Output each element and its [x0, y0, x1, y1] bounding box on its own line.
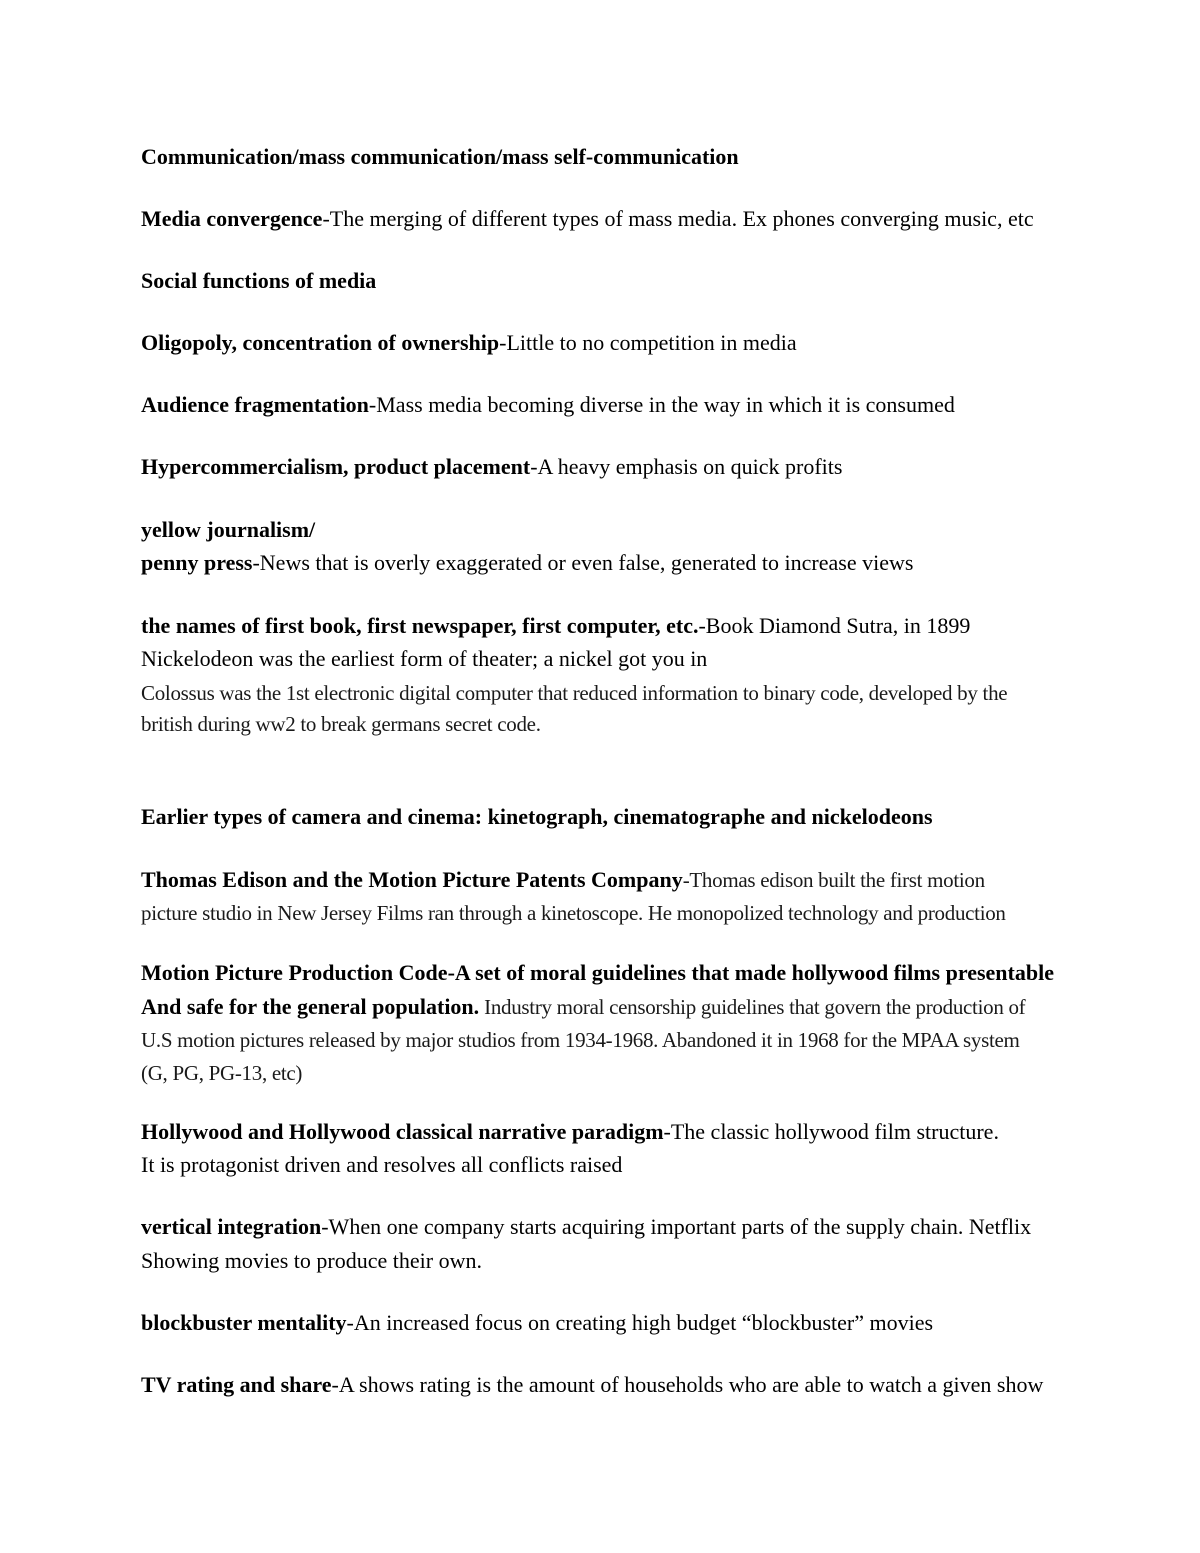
- term-media-convergence: [141, 206, 1034, 232]
- production-code-line-2: And safe for the general population. Industry moral censorship guidelines that govern the production of: [141, 994, 1026, 1019]
- term-blockbuster-mentality: [141, 1310, 933, 1336]
- term-label: Social functions of media: [141, 268, 377, 293]
- term-label: TV rating and share: [141, 1372, 332, 1397]
- term-penny-press: [141, 550, 913, 576]
- term-label: blockbuster mentality: [141, 1310, 347, 1335]
- term-communication: [141, 144, 739, 170]
- term-definition: -The merging of different types of mass media. Ex phones converging music, etc: [322, 206, 1034, 231]
- term-label: Hollywood and Hollywood classical narrative paradigm: [141, 1119, 664, 1144]
- term-definition: -A heavy emphasis on quick profits: [530, 454, 843, 479]
- term-label: Communication/mass communication/mass self-communication: [141, 144, 739, 169]
- term-definition: -A shows rating is the amount of households who are able to watch a given show: [331, 1372, 1044, 1397]
- term-oligopoly: [141, 330, 797, 356]
- production-code-line-3: U.S motion pictures released by major studios from 1934-1968. Abandoned it in 1968 for the MPAA system: [141, 1028, 1020, 1052]
- vertical-integration-line-cont: Showing movies to produce their own.: [141, 1248, 482, 1273]
- term-audience-fragmentation: [141, 392, 955, 418]
- term-definition: -Thomas edison built the first motion: [682, 868, 985, 892]
- term-label: Earlier types of camera and cinema: kinetograph, cinematographe and nickelodeons: [141, 804, 933, 829]
- term-label: penny press: [141, 550, 253, 575]
- term-definition: -Little to no competition in media: [499, 330, 797, 355]
- term-social-functions: [141, 268, 376, 294]
- term-label: Oligopoly, concentration of ownership: [141, 330, 500, 355]
- firsts-colossus-line: Colossus was the 1st electronic digital computer that reduced information to binary code, developed by the: [141, 681, 1008, 705]
- term-definition: -Book Diamond Sutra, in 1899: [698, 613, 971, 638]
- term-yellow-journalism: [141, 517, 315, 543]
- term-label: Motion Picture Production Code: [141, 960, 448, 985]
- term-label: Audience fragmentation: [141, 392, 369, 417]
- hollywood-line-cont: It is protagonist driven and resolves all conflicts raised: [141, 1152, 623, 1177]
- term-hollywood-paradigm: [141, 1119, 999, 1145]
- term-thomas-edison: [141, 867, 985, 893]
- term-label: Thomas Edison and the Motion Picture Patents Company: [141, 867, 683, 892]
- term-vertical-integration: [141, 1214, 1031, 1240]
- term-label: the names of first book, first newspaper, first computer, etc.: [141, 613, 699, 638]
- firsts-colossus-line-cont: british during ww2 to break germans secret code.: [141, 712, 541, 736]
- term-definition: -An increased focus on creating high budget “blockbuster” movies: [346, 1310, 934, 1335]
- term-definition: -When one company starts acquiring important parts of the supply chain. Netflix: [321, 1214, 1032, 1239]
- term-label: Hypercommercialism, product placement: [141, 454, 531, 479]
- term-definition: -A set of moral guidelines that made hollywood films presentable: [447, 960, 1054, 985]
- firsts-nickelodeon-line: Nickelodeon was the earliest form of theater; a nickel got you in: [141, 646, 708, 671]
- term-tv-rating: [141, 1372, 1043, 1398]
- term-definition: -News that is overly exaggerated or even false, generated to increase views: [252, 550, 914, 575]
- term-label: Media convergence: [141, 206, 323, 231]
- term-label: vertical integration: [141, 1214, 322, 1239]
- term-label: yellow journalism/: [141, 517, 316, 542]
- edison-line-cont: picture studio in New Jersey Films ran through a kinetoscope. He monopolized technology and production: [141, 901, 1006, 925]
- term-firsts: [141, 613, 970, 639]
- term-definition: -The classic hollywood film structure.: [663, 1119, 999, 1144]
- term-hypercommercialism: [141, 454, 842, 480]
- term-production-code: [141, 960, 1054, 986]
- term-early-camera-cinema: [141, 804, 933, 830]
- production-code-line-4: (G, PG, PG-13, etc): [141, 1061, 303, 1085]
- term-definition: -Mass media becoming diverse in the way in which it is consumed: [368, 392, 955, 417]
